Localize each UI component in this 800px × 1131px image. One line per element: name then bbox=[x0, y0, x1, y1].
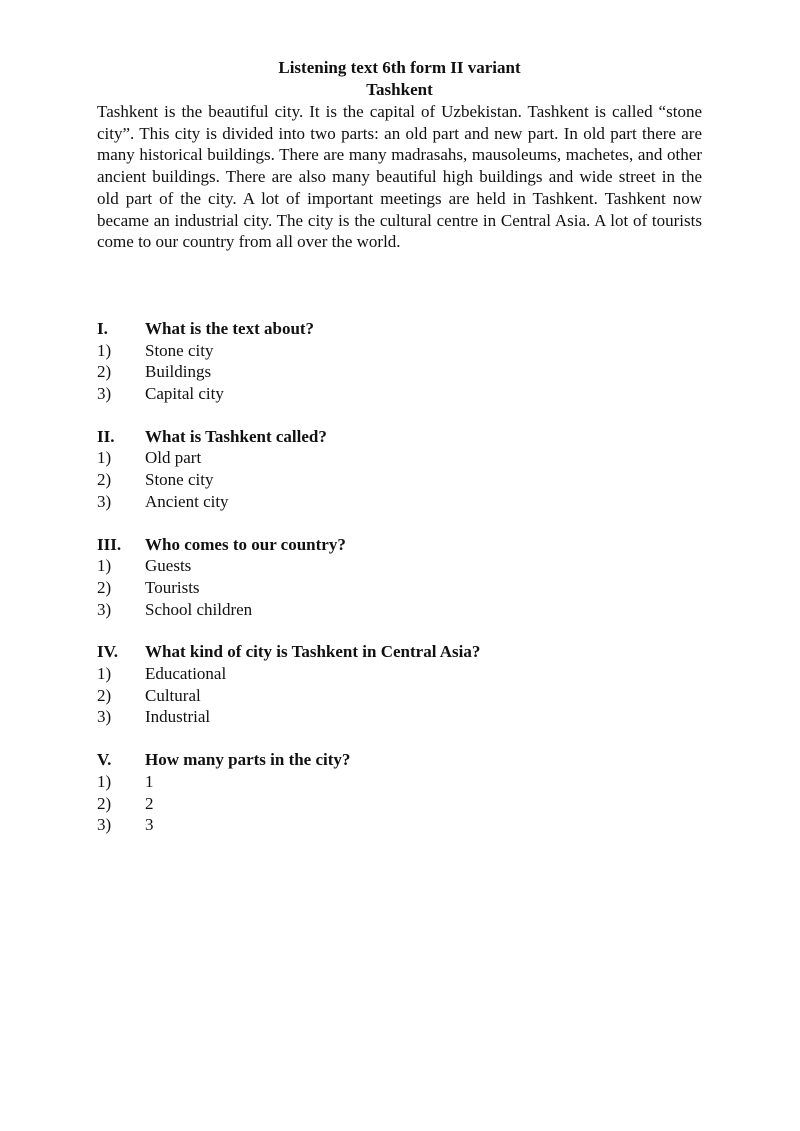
question-numeral: V. bbox=[97, 750, 112, 770]
question-text: Who comes to our country? bbox=[145, 534, 346, 554]
option-text: School children bbox=[145, 599, 253, 619]
option-text: Old part bbox=[145, 448, 202, 468]
question-text: How many parts in the city? bbox=[145, 750, 351, 770]
option-number: 1) bbox=[97, 448, 112, 468]
answer-option bbox=[97, 383, 702, 405]
answer-option bbox=[97, 706, 702, 728]
question-4 bbox=[97, 641, 702, 728]
question-numeral: IV. bbox=[97, 642, 118, 662]
option-number: 2) bbox=[97, 577, 112, 597]
answer-option bbox=[97, 447, 702, 469]
answer-option bbox=[97, 771, 702, 793]
option-number: 1) bbox=[97, 771, 112, 791]
answer-option bbox=[97, 577, 702, 599]
option-text: Buildings bbox=[145, 362, 212, 382]
option-text: Guests bbox=[145, 556, 192, 576]
option-number: 2) bbox=[97, 470, 112, 490]
option-text: Stone city bbox=[145, 340, 214, 360]
option-text: Industrial bbox=[145, 707, 211, 727]
question-heading bbox=[97, 426, 702, 448]
answer-option bbox=[97, 469, 702, 491]
option-number: 3) bbox=[97, 384, 112, 404]
question-numeral: I. bbox=[97, 318, 108, 338]
option-text: 1 bbox=[145, 771, 154, 791]
option-text: Educational bbox=[145, 664, 227, 684]
answer-option bbox=[97, 599, 702, 621]
option-number: 3) bbox=[97, 491, 112, 511]
answer-option bbox=[97, 361, 702, 383]
question-heading bbox=[97, 318, 702, 340]
answer-option bbox=[97, 814, 702, 836]
option-text: 2 bbox=[145, 793, 154, 813]
question-numeral: II. bbox=[97, 426, 115, 446]
option-number: 2) bbox=[97, 793, 112, 813]
question-5 bbox=[97, 749, 702, 836]
question-heading bbox=[97, 534, 702, 556]
question-text: What is Tashkent called? bbox=[145, 426, 327, 446]
document-page bbox=[97, 57, 702, 857]
question-text: What kind of city is Tashkent in Central Asia? bbox=[145, 642, 481, 662]
option-text: Cultural bbox=[145, 685, 201, 705]
option-number: 2) bbox=[97, 685, 112, 705]
question-2 bbox=[97, 426, 702, 513]
answer-option bbox=[97, 555, 702, 577]
answer-option bbox=[97, 685, 702, 707]
answer-option bbox=[97, 340, 702, 362]
question-heading bbox=[97, 749, 702, 771]
option-number: 1) bbox=[97, 556, 112, 576]
document-title: Listening text 6th form II variant bbox=[278, 58, 521, 77]
question-numeral: III. bbox=[97, 534, 122, 554]
option-text: Tourists bbox=[145, 577, 200, 597]
question-3 bbox=[97, 534, 702, 621]
listening-passage: Tashkent is the beautiful city. It is the capital of Uzbekistan. Tashkent is called “stone city”. This city is divided into two parts: an old part and new part. In old part there are many historical buildings. There are many madrasahs, mausoleums, machetes, and other ancient buildings. There are also many beautiful high buildings and wide street in the old part of the city. A lot of important meetings are held in Tashkent. Tashkent now became an industrial city. The city is the cultural centre in Central Asia. A lot of tourists come to our country from all over the world. bbox=[97, 102, 702, 252]
option-text: Capital city bbox=[145, 384, 224, 404]
option-number: 3) bbox=[97, 815, 112, 835]
option-number: 1) bbox=[97, 664, 112, 684]
option-text: Stone city bbox=[145, 470, 214, 490]
option-text: Ancient city bbox=[145, 491, 229, 511]
option-number: 3) bbox=[97, 707, 112, 727]
question-list bbox=[97, 318, 702, 836]
question-text: What is the text about? bbox=[145, 318, 315, 338]
question-heading bbox=[97, 641, 702, 663]
option-number: 1) bbox=[97, 340, 112, 360]
option-text: 3 bbox=[145, 815, 154, 835]
option-number: 2) bbox=[97, 362, 112, 382]
document-subtitle: Tashkent bbox=[366, 80, 433, 99]
answer-option bbox=[97, 491, 702, 513]
option-number: 3) bbox=[97, 599, 112, 619]
question-1 bbox=[97, 318, 702, 405]
answer-option bbox=[97, 663, 702, 685]
answer-option bbox=[97, 793, 702, 815]
